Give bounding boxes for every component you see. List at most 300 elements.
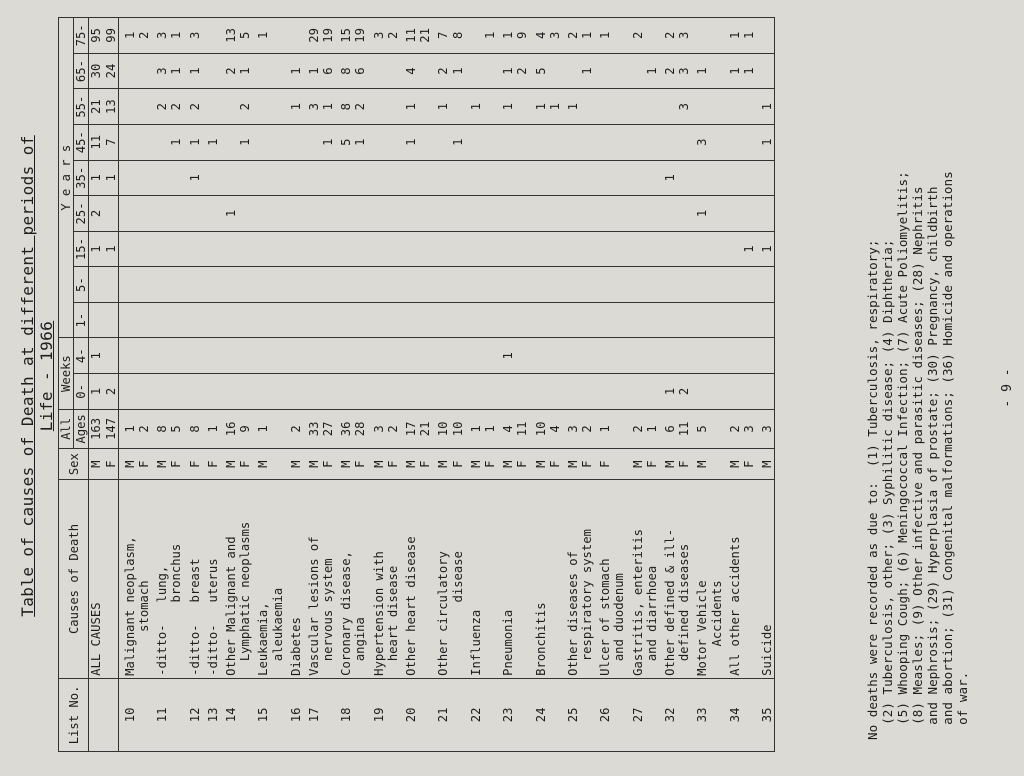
table-row — [529, 18, 547, 752]
value-cell: 3 — [151, 53, 169, 89]
value-cell — [238, 267, 252, 303]
value-cell — [742, 160, 756, 196]
value-cell — [418, 338, 432, 374]
list-no-cell: 26 — [594, 678, 612, 751]
value-cell — [202, 267, 220, 303]
value-cell — [580, 267, 594, 303]
value-cell — [562, 231, 580, 267]
value-cell — [497, 124, 515, 160]
value-cell — [465, 160, 483, 196]
cause-cell: ALL CAUSES — [89, 480, 104, 679]
value-cell — [400, 196, 418, 232]
value-cell — [418, 302, 432, 338]
value-cell — [238, 302, 252, 338]
value-cell: 8 — [151, 409, 169, 448]
value-cell — [252, 89, 270, 125]
value-cell — [238, 374, 252, 410]
cause-cell: Other circulatory — [432, 480, 450, 679]
table-row — [432, 18, 450, 752]
cause-cell: Other heart disease — [400, 480, 418, 679]
value-cell: 3 — [677, 89, 691, 125]
value-cell — [285, 302, 303, 338]
value-cell: 1 — [691, 196, 709, 232]
value-cell: 16 — [220, 409, 238, 448]
cause-cell — [418, 480, 432, 679]
value-cell: 11 — [400, 18, 418, 54]
value-cell — [303, 231, 321, 267]
list-no-cell: 15 — [252, 678, 270, 751]
value-cell — [677, 160, 691, 196]
value-cell — [659, 89, 677, 125]
value-cell — [386, 338, 400, 374]
value-cell — [321, 302, 335, 338]
value-cell — [756, 196, 775, 232]
value-cell — [529, 160, 547, 196]
value-cell: 2 — [627, 18, 645, 54]
value-cell — [451, 338, 465, 374]
list-no-cell — [515, 678, 529, 751]
value-cell — [742, 124, 756, 160]
value-cell — [548, 338, 562, 374]
value-cell — [202, 231, 220, 267]
cause-cell: and diarrhoea — [645, 480, 659, 679]
value-cell — [580, 338, 594, 374]
list-no-cell — [89, 678, 104, 751]
value-cell — [353, 374, 367, 410]
cause-cell: Ulcer of stomach — [594, 480, 612, 679]
list-no-cell: 16 — [285, 678, 303, 751]
value-cell — [612, 89, 626, 125]
sex-cell: M — [562, 449, 580, 480]
value-cell — [368, 231, 386, 267]
value-cell: 8 — [335, 53, 353, 89]
value-cell — [451, 267, 465, 303]
value-cell: 7 — [432, 18, 450, 54]
value-cell — [612, 18, 626, 54]
value-cell — [252, 124, 270, 160]
value-cell — [202, 374, 220, 410]
value-cell — [303, 374, 321, 410]
value-cell — [368, 302, 386, 338]
value-cell: 1 — [451, 124, 465, 160]
value-cell — [710, 53, 724, 89]
value-cell — [335, 267, 353, 303]
table-row — [151, 18, 169, 752]
table-row — [691, 18, 709, 752]
value-cell: 6 — [321, 53, 335, 89]
value-cell — [285, 124, 303, 160]
header-ages: Ages — [74, 409, 89, 448]
value-cell: 5 — [169, 409, 183, 448]
value-cell — [270, 302, 284, 338]
value-cell — [529, 302, 547, 338]
table-row — [418, 18, 432, 752]
value-cell — [285, 18, 303, 54]
value-cell: 3 — [691, 124, 709, 160]
value-cell — [353, 267, 367, 303]
value-cell — [742, 302, 756, 338]
value-cell — [400, 338, 418, 374]
value-cell — [432, 124, 450, 160]
cause-cell: Suicide — [756, 480, 775, 679]
cause-cell: Other diseases of — [562, 480, 580, 679]
value-cell: 1 — [756, 89, 775, 125]
value-cell — [659, 231, 677, 267]
value-cell — [529, 124, 547, 160]
value-cell — [483, 374, 497, 410]
value-cell — [220, 89, 238, 125]
value-cell: 8 — [335, 89, 353, 125]
value-cell — [580, 231, 594, 267]
value-cell — [118, 302, 137, 338]
value-cell — [594, 231, 612, 267]
value-cell — [710, 374, 724, 410]
value-cell: 1 — [497, 89, 515, 125]
sex-cell: F — [184, 449, 202, 480]
value-cell — [756, 18, 775, 54]
value-cell — [594, 160, 612, 196]
value-cell — [303, 124, 321, 160]
value-cell — [270, 160, 284, 196]
table-row — [465, 18, 483, 752]
value-cell: 1 — [497, 53, 515, 89]
value-cell — [386, 231, 400, 267]
value-cell — [710, 267, 724, 303]
value-cell — [137, 89, 151, 125]
value-cell: 2 — [515, 53, 529, 89]
value-cell — [645, 302, 659, 338]
value-cell — [497, 374, 515, 410]
value-cell — [710, 231, 724, 267]
value-cell — [89, 267, 104, 303]
header-row-1 — [59, 18, 74, 752]
value-cell: 33 — [303, 409, 321, 448]
value-cell — [303, 302, 321, 338]
cause-cell — [483, 480, 497, 679]
value-cell — [104, 196, 119, 232]
list-no-cell — [137, 678, 151, 751]
value-cell — [612, 409, 626, 448]
sex-cell: M — [118, 449, 137, 480]
value-cell — [612, 124, 626, 160]
value-cell: 1 — [451, 53, 465, 89]
value-cell — [710, 302, 724, 338]
value-cell — [432, 231, 450, 267]
value-cell — [368, 53, 386, 89]
header-age-15: 15- — [74, 231, 89, 267]
value-cell: 21 — [418, 409, 432, 448]
value-cell — [724, 267, 742, 303]
value-cell — [386, 196, 400, 232]
value-cell — [691, 160, 709, 196]
value-cell — [353, 196, 367, 232]
table-row — [515, 18, 529, 752]
table-row — [677, 18, 691, 752]
value-cell — [710, 338, 724, 374]
value-cell: 1 — [89, 231, 104, 267]
value-cell: 21 — [418, 18, 432, 54]
value-cell: 2 — [659, 18, 677, 54]
sex-cell: M — [756, 449, 775, 480]
value-cell: 1 — [252, 409, 270, 448]
value-cell — [104, 338, 119, 374]
value-cell — [202, 338, 220, 374]
value-cell — [562, 267, 580, 303]
value-cell — [515, 160, 529, 196]
value-cell — [562, 338, 580, 374]
value-cell — [220, 374, 238, 410]
value-cell — [612, 196, 626, 232]
value-cell — [184, 196, 202, 232]
value-cell — [238, 196, 252, 232]
value-cell — [515, 267, 529, 303]
cause-cell: Other defined & ill- — [659, 480, 677, 679]
value-cell — [465, 374, 483, 410]
value-cell — [418, 53, 432, 89]
value-cell — [418, 196, 432, 232]
value-cell — [724, 231, 742, 267]
value-cell — [612, 267, 626, 303]
value-cell — [118, 160, 137, 196]
table-row — [659, 18, 677, 752]
value-cell — [677, 302, 691, 338]
cause-cell: Diabetes — [285, 480, 303, 679]
table-row — [562, 18, 580, 752]
value-cell — [321, 160, 335, 196]
value-cell: 1 — [562, 89, 580, 125]
value-cell — [580, 89, 594, 125]
value-cell: 2 — [184, 89, 202, 125]
value-cell: 1 — [756, 124, 775, 160]
value-cell — [627, 231, 645, 267]
value-cell: 19 — [353, 18, 367, 54]
value-cell — [353, 338, 367, 374]
value-cell: 15 — [335, 18, 353, 54]
value-cell — [594, 302, 612, 338]
sex-cell — [710, 449, 724, 480]
list-no-cell: 20 — [400, 678, 418, 751]
value-cell — [184, 302, 202, 338]
value-cell — [562, 302, 580, 338]
value-cell — [368, 124, 386, 160]
value-cell — [118, 374, 137, 410]
value-cell — [483, 302, 497, 338]
list-no-cell — [104, 678, 119, 751]
value-cell: 1 — [580, 18, 594, 54]
value-cell: 10 — [451, 409, 465, 448]
value-cell: 1 — [202, 409, 220, 448]
value-cell — [548, 231, 562, 267]
value-cell — [432, 374, 450, 410]
table-row — [104, 18, 119, 752]
value-cell: 1 — [645, 53, 659, 89]
value-cell: 28 — [353, 409, 367, 448]
value-cell — [353, 160, 367, 196]
value-cell — [118, 89, 137, 125]
value-cell — [710, 196, 724, 232]
value-cell: 3 — [548, 18, 562, 54]
table-row — [645, 18, 659, 752]
value-cell — [548, 124, 562, 160]
list-no-cell: 32 — [659, 678, 677, 751]
value-cell — [645, 338, 659, 374]
cause-cell: Bronchitis — [529, 480, 547, 679]
value-cell — [465, 196, 483, 232]
value-cell: 29 — [303, 18, 321, 54]
value-cell — [627, 160, 645, 196]
value-cell: 1 — [548, 89, 562, 125]
header-all-ages: All — [59, 409, 74, 448]
value-cell: 5 — [238, 18, 252, 54]
value-cell — [386, 302, 400, 338]
list-no-cell: 25 — [562, 678, 580, 751]
value-cell: 2 — [432, 53, 450, 89]
value-cell — [184, 231, 202, 267]
value-cell: 1 — [321, 89, 335, 125]
list-no-cell: 34 — [724, 678, 742, 751]
value-cell: 9 — [515, 18, 529, 54]
sex-cell: F — [238, 449, 252, 480]
value-cell: 1 — [529, 89, 547, 125]
sex-cell: M — [285, 449, 303, 480]
value-cell — [335, 338, 353, 374]
value-cell — [465, 338, 483, 374]
value-cell — [659, 196, 677, 232]
value-cell: 1 — [724, 18, 742, 54]
value-cell — [483, 196, 497, 232]
value-cell: 9 — [238, 409, 252, 448]
sex-cell: M — [659, 449, 677, 480]
value-cell — [724, 374, 742, 410]
value-cell: 1 — [353, 124, 367, 160]
table-row — [548, 18, 562, 752]
value-cell — [104, 267, 119, 303]
value-cell — [483, 267, 497, 303]
header-age-35: 35- — [74, 160, 89, 196]
header-years: Y e a r s — [59, 18, 74, 339]
value-cell — [742, 267, 756, 303]
value-cell — [400, 302, 418, 338]
value-cell — [465, 302, 483, 338]
value-cell — [645, 124, 659, 160]
value-cell — [580, 160, 594, 196]
value-cell: 2 — [627, 409, 645, 448]
table-row — [742, 18, 756, 752]
value-cell — [368, 338, 386, 374]
value-cell — [270, 231, 284, 267]
value-cell — [220, 302, 238, 338]
sex-cell: M — [691, 449, 709, 480]
value-cell: 2 — [562, 18, 580, 54]
value-cell — [335, 302, 353, 338]
value-cell: 3 — [562, 409, 580, 448]
value-cell — [321, 196, 335, 232]
value-cell — [742, 374, 756, 410]
value-cell: 2 — [238, 89, 252, 125]
cause-cell: heart disease — [386, 480, 400, 679]
value-cell — [386, 89, 400, 125]
value-cell: 1 — [169, 53, 183, 89]
value-cell — [580, 302, 594, 338]
value-cell — [562, 53, 580, 89]
cause-cell: stomach — [137, 480, 151, 679]
value-cell — [497, 196, 515, 232]
table-row — [202, 18, 220, 752]
value-cell — [432, 196, 450, 232]
value-cell — [483, 338, 497, 374]
sex-cell: M — [432, 449, 450, 480]
value-cell — [418, 231, 432, 267]
value-cell — [118, 53, 137, 89]
cause-cell: Hypertension with — [368, 480, 386, 679]
list-no-cell — [386, 678, 400, 751]
value-cell: 1 — [89, 338, 104, 374]
value-cell: 36 — [335, 409, 353, 448]
list-no-cell: 19 — [368, 678, 386, 751]
header-age-5: 5- — [74, 267, 89, 303]
value-cell — [202, 160, 220, 196]
value-cell: 6 — [353, 53, 367, 89]
value-cell — [169, 267, 183, 303]
header-age-55: 55- — [74, 89, 89, 125]
value-cell — [220, 267, 238, 303]
value-cell: 6 — [659, 409, 677, 448]
value-cell: 1 — [580, 53, 594, 89]
value-cell — [368, 267, 386, 303]
value-cell — [169, 231, 183, 267]
value-cell: 2 — [386, 409, 400, 448]
header-age-25: 25- — [74, 196, 89, 232]
value-cell — [515, 231, 529, 267]
value-cell — [285, 267, 303, 303]
value-cell — [645, 18, 659, 54]
value-cell — [515, 196, 529, 232]
value-cell: 2 — [285, 409, 303, 448]
table-row — [483, 18, 497, 752]
value-cell: 1 — [169, 124, 183, 160]
value-cell: 95 — [89, 18, 104, 54]
value-cell — [594, 89, 612, 125]
sex-cell: F — [321, 449, 335, 480]
value-cell — [594, 374, 612, 410]
value-cell — [169, 302, 183, 338]
value-cell: 4 — [529, 18, 547, 54]
cause-cell: Malignant neoplasm, — [118, 480, 137, 679]
value-cell: 2 — [659, 53, 677, 89]
list-no-cell — [451, 678, 465, 751]
value-cell: 2 — [386, 18, 400, 54]
value-cell — [321, 338, 335, 374]
value-cell — [529, 267, 547, 303]
page-title: Table of causes of Death at different periods of Life - 1966 — [18, 135, 56, 617]
value-cell — [252, 53, 270, 89]
value-cell — [594, 124, 612, 160]
table-row — [451, 18, 465, 752]
value-cell: 1 — [756, 231, 775, 267]
value-cell — [756, 267, 775, 303]
table-row — [724, 18, 742, 752]
table-row — [89, 18, 104, 752]
value-cell: 3 — [303, 89, 321, 125]
value-cell — [220, 231, 238, 267]
value-cell: 1 — [252, 18, 270, 54]
sex-cell: M — [303, 449, 321, 480]
sex-cell: M — [151, 449, 169, 480]
cause-cell: Motor Vehicle — [691, 480, 709, 679]
value-cell: 10 — [529, 409, 547, 448]
value-cell — [184, 374, 202, 410]
value-cell — [515, 124, 529, 160]
